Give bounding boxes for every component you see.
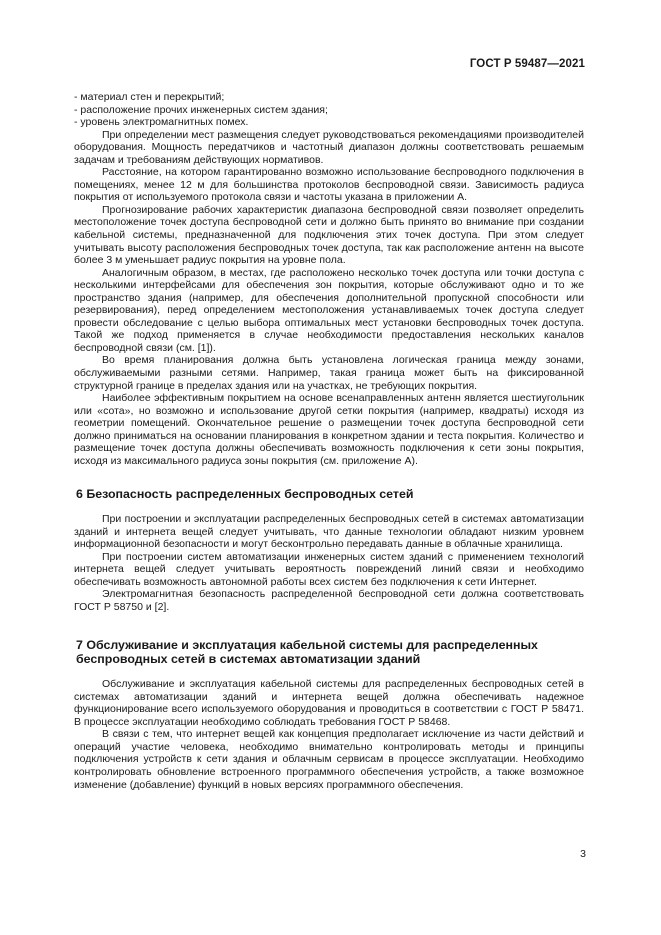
list-item: - уровень электромагнитных помех. xyxy=(74,116,249,129)
list-item: - расположение прочих инженерных систем здания; xyxy=(74,103,328,116)
section-7-heading: 7 Обслуживание и эксплуатация кабельной системы для распределенных беспроводных сетей в системах автоматизации зданий xyxy=(76,637,538,667)
paragraph: Прогнозирование рабочих характеристик диапазона беспроводной связи позволяет определить местоположение точек доступа беспроводной сети и должно быть принято во внимание при создании кабельной системы, предназначенной для подключения этих точек доступа. При этом следует учитывать высоту расположения беспроводных точек доступа, так как расположение антенн на высоте более 3 м уменьшает радиус покрытия на уровне пола. xyxy=(74,203,584,267)
list-item: - материал стен и перекрытий; xyxy=(74,91,225,103)
paragraph: В связи с тем, что интернет вещей как концепция предполагает исключение из части действий и операций участие человека, необходимо внимательно контролировать методы и принципы подключения устройств к сети здания и облачным сервисам в процессе эксплуатации. Необходимо контролировать обновление встроенного программного обеспечения устройств, а также возможное изменение (добавление) функций в новых версиях программного обеспечения. xyxy=(74,728,584,791)
paragraph: Обслуживание и эксплуатация кабельной системы для распределенных беспроводных сетей в системах автоматизации зданий и интернета вещей должна обеспечивать надежное функционирование всего используемого оборудования и проводиться в соответствии с ГОСТ Р 58471. В процессе эксплуатации необходимо соблюдать требования ГОСТ Р 58468. xyxy=(74,678,584,728)
paragraph: При определении мест размещения следует руководствоваться рекомендациями производителей оборудования. Мощность передатчиков и частотный диапазон должны соответствовать решаемым задачам и требованиям действующих нормативов. xyxy=(74,128,584,166)
paragraph: Наиболее эффективным покрытием на основе всенаправленных антенн является шестиугольник или «сота», но возможно и использование другой сетки покрытия (например, квадраты) исходя из геометрии помещений. Окончательное решение о размещении точек доступа беспроводной сети должно приниматься на основании планирования в конкретном здании и теста покрытия. Количество и размещение точек доступа должны обеспечивать возможность подключения к сети зоны покрытия, исходя из максимального радиуса зоны покрытия (см. приложение А). xyxy=(74,392,584,467)
section-6-heading: 6 Безопасность распределенных беспроводных сетей xyxy=(76,487,414,502)
paragraph: При построении и эксплуатации распределенных беспроводных сетей в системах автоматизации зданий и интернета вещей следует учитывать, что данные технологии обладают низким уровнем информационной безопасности и могут бесконтрольно передавать данные в облачные хранилища. xyxy=(74,513,584,551)
document-code: ГОСТ Р 59487—2021 xyxy=(469,58,585,70)
paragraph: Электромагнитная безопасность распределенной беспроводной сети должна соответствовать ГОСТ Р 58750 и [2]. xyxy=(74,588,584,614)
document-body xyxy=(74,91,584,791)
paragraph: Аналогичным образом, в местах, где расположено несколько точек доступа или точки доступа с несколькими интерфейсами для обеспечения зон покрытия, которые обслуживают одно и то же пространство здания (например, для обеспечения дополнительной пропускной способности или резервирования), перед определением местоположения устанавливаемых точек доступа следует провести обследование с целью выбора оптимальных мест установки беспроводных точек доступа. Такой же подход применяется в случае необходимости предоставления нескольких каналов беспроводной связи (см. [1]). xyxy=(74,266,584,354)
page-number: 3 xyxy=(580,848,586,860)
paragraph: Во время планирования должна быть установлена логическая граница между зонами, обслуживаемыми разными сетями. Например, такая граница может быть на фиксированной структурной границе в пределах здания или на участках, не требующих покрытия. xyxy=(74,354,584,392)
paragraph: При построении систем автоматизации инженерных систем зданий с применением технологий интернета вещей следует учитывать вероятность повреждений линий связи и необходимо обеспечивать возможность автономной работы всех систем без подключения к сети Интернет. xyxy=(74,550,584,588)
paragraph: Расстояние, на котором гарантированно возможно использование беспроводного подключения в помещениях, менее 12 м для большинства протоколов беспроводной связи. Зависимость радиуса покрытия от используемого протокола связи и частоты указана в приложении А. xyxy=(74,166,584,204)
